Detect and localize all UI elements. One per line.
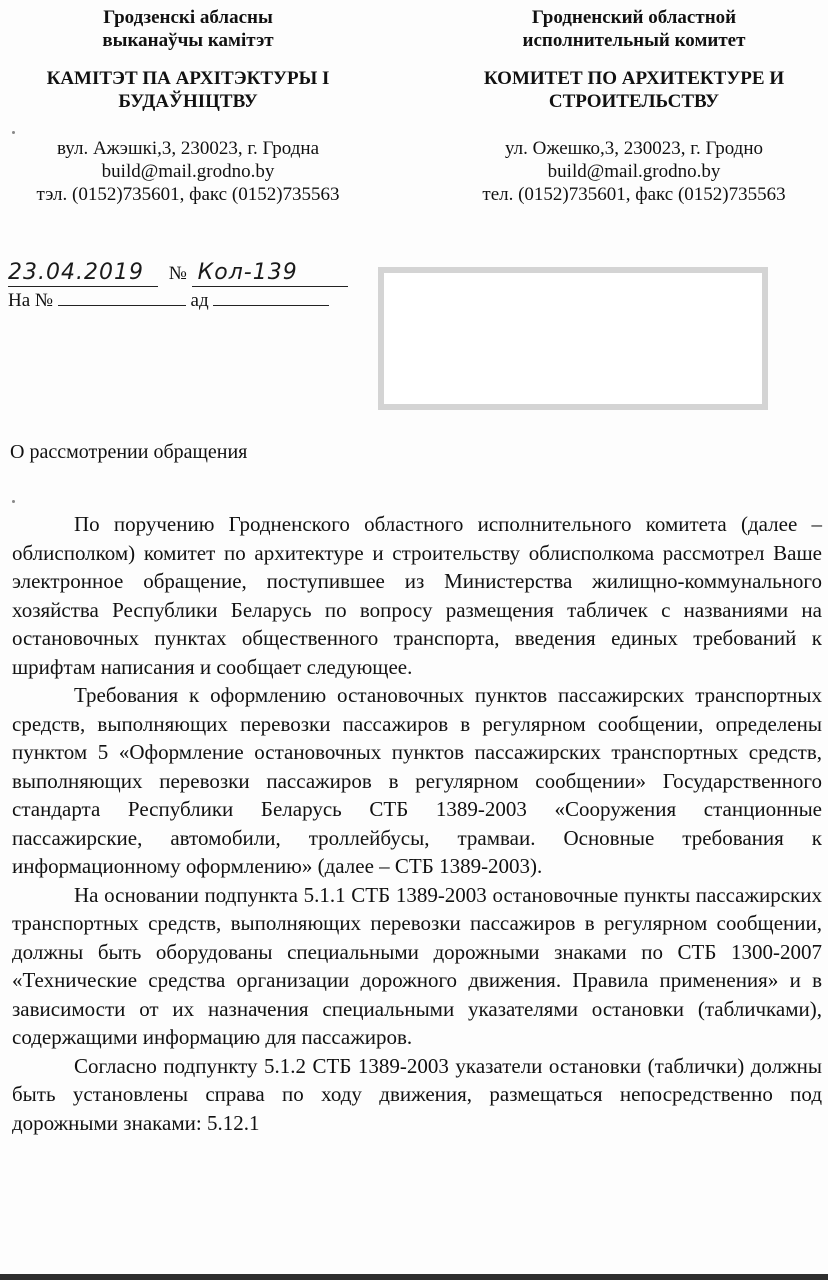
ref-number-label: На №: [8, 290, 54, 311]
org-name-by: Гродзенскі абласны выканаўчы камітэт: [102, 7, 274, 51]
redacted-recipient-box: [378, 267, 768, 410]
letter-subject: О рассмотрении обращения: [10, 441, 248, 463]
outgoing-number-line: [8, 254, 368, 286]
scan-speck: [12, 500, 15, 503]
number-label: №: [168, 263, 187, 284]
paragraph-3: На основании подпункта 5.1.1 СТБ 1389-2003 остановочные пункты пассажирских транспортных средств, выполняющих перевозки пассажиров в регулярном сообщении, должны быть оборудованы специальными дорожными знаками по СТБ 1300-2007 «Технические средства организации дорожного движения. Правила применения» и в зависимости от их назначения специальными указателями остановки (табличками), содержащими информацию для пассажиров.: [12, 882, 822, 1049]
letter-body: [12, 510, 822, 1137]
letterhead-russian: [452, 6, 816, 206]
handwritten-date: 23.04.2019: [8, 260, 158, 287]
address-by: вул. Ажэшкі,3, 230023, г. Гродна: [56, 138, 320, 159]
phone-by: тэл. (0152)735601, факс (0152)735563: [36, 184, 340, 205]
paragraph-2: Требования к оформлению остановочных пунктов пассажирских транспортных средств, выполняющих перевозки пассажиров в регулярном сообщении, определены пунктом 5 «Оформление остановочных пунктов пассажирских транспортных средств, выполняющих перевозки пассажиров в регулярном сообщении» Государственного стандарта Республики Беларусь СТБ 1389-2003 «Сооружения станционные пассажирские, автомобили, троллейбусы, трамваи. Основные требования к информационному оформлению» (далее – СТБ 1389-2003).: [12, 683, 822, 878]
paragraph-1: По поручению Гродненского областного исполнительного комитета (далее – облисполком) комитет по архитектуре и строительству облисполкома рассмотрел Ваше электронное обращение, поступившее из Министерства жилищно-коммунального хозяйства Республики Беларусь по вопросу размещения табличек с названиями на остановочных пунктах общественного транспорта, введения единых требований к шрифтам написания и сообщает следующее.: [12, 512, 822, 679]
letterhead-belarusian: [6, 6, 370, 206]
registration-block: [8, 254, 368, 316]
contacts-by: [6, 137, 370, 206]
dept-name-ru: КОМИТЕТ ПО АРХИТЕКТУРЕ И СТРОИТЕЛЬСТВУ: [483, 68, 785, 112]
ref-date-blank: [213, 287, 329, 306]
reference-line: [8, 286, 368, 316]
phone-ru: тел. (0152)735601, факс (0152)735563: [482, 184, 786, 205]
email-by: build@mail.grodno.by: [101, 161, 275, 182]
scan-speck: [12, 131, 15, 134]
contacts-ru: [452, 137, 816, 206]
ref-number-blank: [58, 287, 186, 306]
address-ru: ул. Ожешко,3, 230023, г. Гродно: [504, 138, 764, 159]
org-name-ru: Гродненский областной исполнительный комитет: [522, 7, 746, 51]
dept-name-by: КАМІТЭТ ПА АРХІТЭКТУРЫ І БУДАЎНІЦТВУ: [46, 68, 330, 112]
handwritten-number: Кол-139: [192, 260, 348, 287]
paragraph-4: Согласно подпункту 5.1.2 СТБ 1389-2003 указатели остановки (таблички) должны быть установлены справа по ходу движения, размещаться непосредственно под дорожными знаками: 5.12.1: [12, 1053, 822, 1135]
ref-from-label: ад: [190, 290, 209, 311]
email-ru: build@mail.grodno.by: [547, 161, 721, 182]
